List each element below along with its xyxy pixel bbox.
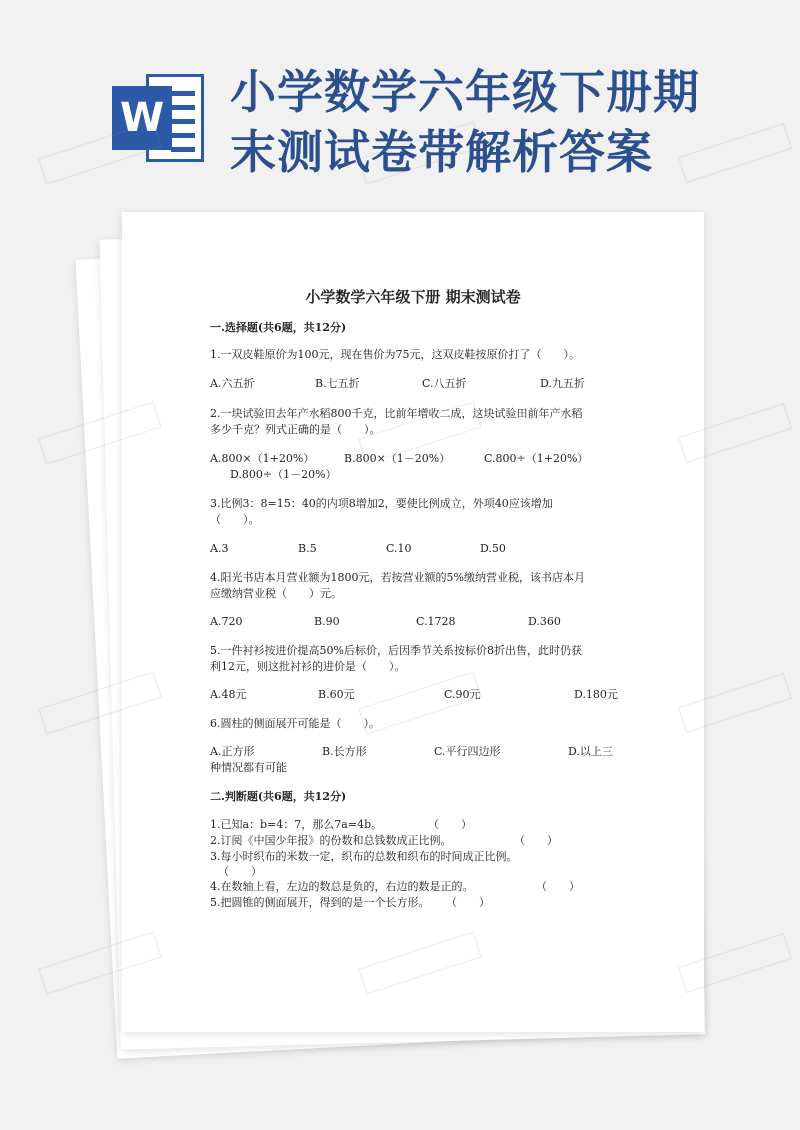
option-6c: C.平行四边形	[434, 745, 501, 758]
section-heading-judgement: 二.判断题(共6题，共12分)	[210, 790, 347, 803]
page-title-line-1: 小学数学六年级下册期	[230, 65, 700, 119]
word-badge: W	[112, 86, 172, 150]
option-4c: C.1728	[416, 615, 456, 628]
option-6b: B.长方形	[322, 745, 367, 758]
judgement-4: 4.在数轴上看，左边的数总是负的，右边的数是正的。	[210, 880, 474, 893]
option-3d: D.50	[480, 542, 506, 555]
option-2d: D.800÷（1－20%）	[230, 468, 337, 481]
question-3-line-1: 3.比例3：8=15：40的内项8增加2，要使比例成立，外项40应该增加	[210, 497, 553, 510]
question-3-line-2: （ ）。	[210, 513, 260, 526]
option-5a: A.48元	[210, 688, 247, 701]
judgement-5: 5.把圆锥的侧面展开，得到的是一个长方形。	[210, 896, 430, 909]
judgement-3: 3.每小时织布的米数一定，织布的总数和织布的时间成正比例。	[210, 850, 518, 863]
option-6d-continuation: 种情况都有可能	[210, 761, 287, 774]
judgement-2: 2.订阅《中国少年报》的份数和总钱数成正比例。	[210, 834, 452, 847]
judgement-4-answer: （ ）	[536, 880, 580, 893]
question-5-line-2: 利12元，则这批衬衫的进价是（ ）。	[210, 660, 406, 673]
option-2a: A.800×（1+20%）	[210, 452, 315, 465]
exam-title: 小学数学六年级下册 期末测试卷	[305, 288, 521, 306]
option-2c: C.800÷（1+20%）	[484, 452, 589, 465]
section-heading-choice: 一.选择题(共6题，共12分)	[210, 321, 347, 334]
option-4b: B.90	[314, 615, 340, 628]
judgement-1-answer: （ ）	[428, 818, 472, 831]
question-1: 1.一双皮鞋原价为100元，现在售价为75元，这双皮鞋按原价打了（ ）。	[210, 348, 580, 361]
option-3c: C.10	[386, 542, 412, 555]
option-1d: D.九五折	[540, 377, 585, 390]
option-5d: D.180元	[574, 688, 618, 701]
option-1a: A.六五折	[210, 377, 255, 390]
question-2-line-2: 多少千克？列式正确的是（ ）。	[210, 423, 381, 436]
judgement-3-answer: （ ）	[218, 865, 262, 878]
option-1c: C.八五折	[422, 377, 467, 390]
page-title-line-2: 末测试卷带解析答案	[230, 125, 653, 179]
question-2-line-1: 2.一块试验田去年产水稻800千克，比前年增收二成，这块试验田前年产水稻	[210, 407, 583, 420]
option-5b: B.60元	[318, 688, 355, 701]
option-2b: B.800×（1－20%）	[344, 452, 451, 465]
question-4-line-2: 应缴纳营业税（ ）元。	[210, 587, 342, 600]
question-4-line-1: 4.阳光书店本月营业额为1800元，若按营业额的5%缴纳营业税，该书店本月	[210, 571, 585, 584]
option-4a: A.720	[210, 615, 243, 628]
option-5c: C.90元	[444, 688, 481, 701]
judgement-1: 1.已知a：b=4：7，那么7a=4b。	[210, 818, 383, 831]
option-6d: D.以上三	[568, 745, 613, 758]
question-5-line-1: 5.一件衬衫按进价提高50%后标价，后因季节关系按标价8折出售，此时仍获	[210, 644, 582, 657]
option-6a: A.正方形	[210, 745, 255, 758]
option-3b: B.5	[298, 542, 317, 555]
option-4d: D.360	[528, 615, 561, 628]
question-6: 6.圆柱的侧面展开可能是（ ）。	[210, 717, 380, 730]
judgement-2-answer: （ ）	[514, 834, 558, 847]
option-1b: B.七五折	[315, 377, 360, 390]
option-3a: A.3	[210, 542, 229, 555]
judgement-5-answer: （ ）	[446, 896, 490, 909]
